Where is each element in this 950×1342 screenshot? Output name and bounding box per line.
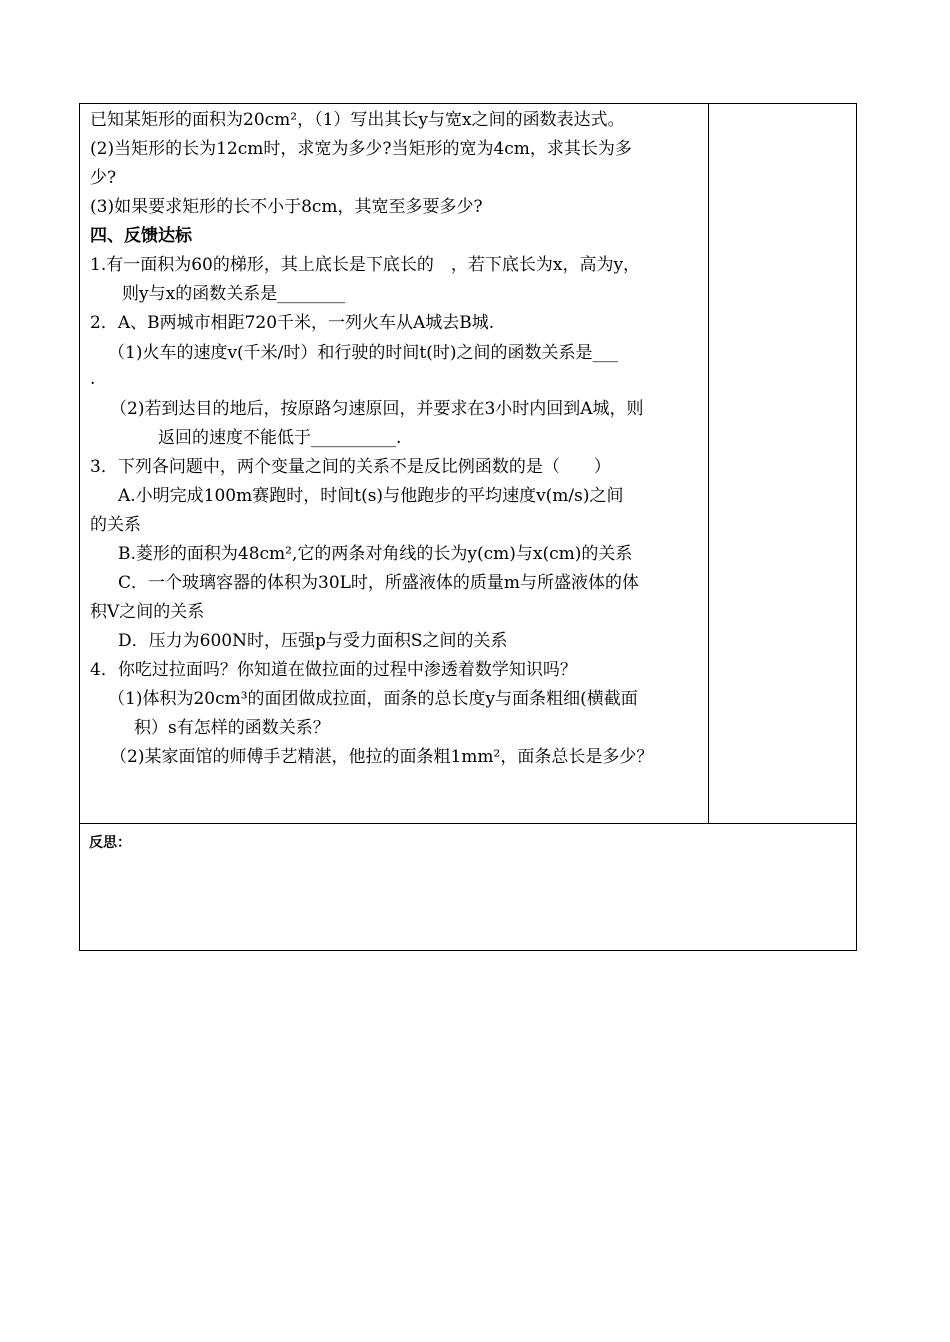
text-line: 则y与x的函数关系是________ [122,284,346,304]
text-line: 积V之间的关系 [90,602,205,622]
text-line: 2．A、B两城市相距720千米，一列火车从A城去B城. [90,313,495,333]
text-line: （2)某家面馆的师傅手艺精湛，他拉的面条粗1mm²，面条总长是多少？ [110,747,654,767]
side-cell [709,104,856,824]
text-line: D．压力为600N时，压强p与受力面积S之间的关系 [118,631,508,651]
text-line: 返回的速度不能低于__________. [158,428,402,448]
text-line: 的关系 [90,515,141,535]
text-line: （2)若到达目的地后，按原路匀速原回，并要求在3小时内回到A城，则 [110,399,644,419]
text-line: B.菱形的面积为48cm²,它的两条对角线的长为y(cm)与x(cm)的关系 [118,544,633,564]
text-line: （1)体积为20cm³的面团做成拉面，面条的总长度y与面条粗细(横截面 [108,689,638,709]
text-line: C．一个玻璃容器的体积为30L时，所盛液体的质量m与所盛液体的体 [118,573,640,593]
text-line: （1)火车的速度v(千米/时）和行驶的时间t(时)之间的函数关系是___ [108,343,619,363]
reflection-label: 反思： [89,835,131,851]
worksheet-table [79,103,857,951]
text-line: 已知某矩形的面积为20cm²，（1）写出其长y与宽x之间的函数表达式。 [90,110,625,130]
text-line: 积）s有怎样的函数关系？ [134,718,330,738]
text-line: 3．下列各问题中，两个变量之间的关系不是反比例函数的是（ ） [90,457,611,477]
text-line: 1.有一面积为60的梯形，其上底长是下底长的 ，若下底长为x，高为y， [90,255,641,275]
reflection-cell [80,824,856,950]
text-line: (3)如果要求矩形的长不小于8cm，其宽至多要多少? [90,197,483,217]
text-line: . [90,369,96,389]
text-line: 4．你吃过拉面吗？你知道在做拉面的过程中渗透着数学知识吗？ [90,660,577,680]
text-line: (2)当矩形的长为12cm时，求宽为多少?当矩形的宽为4cm，求其长为多 [90,139,632,159]
text-line: 少? [90,168,117,188]
content-cell [80,104,709,824]
section-heading: 四、反馈达标 [90,226,192,246]
text-line: A.小明完成100m赛跑时，时间t(s)与他跑步的平均速度v(m/s)之间 [118,486,624,506]
